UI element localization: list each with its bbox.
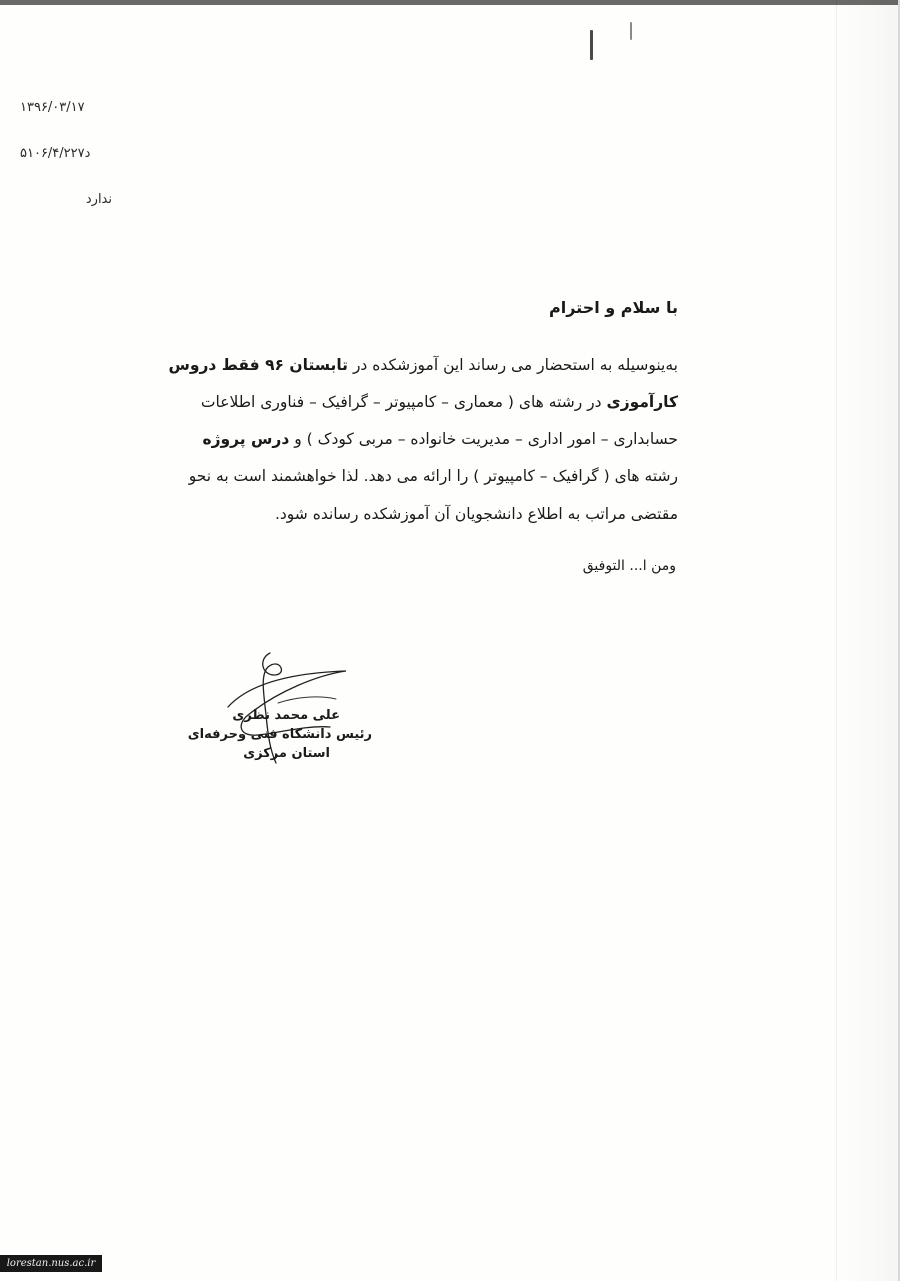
- signatory-title: رئیس دانشکاه فنی وحرفه‌ای: [187, 727, 372, 742]
- letter-date: ۱۳۹۶/۰۳/۱۷: [20, 100, 85, 115]
- signatory-name: علی محمد نظری: [232, 708, 340, 723]
- body-line-3-text: حسابداری – امور اداری – مدیریت خانواده – مربی کودک ) و: [289, 430, 678, 448]
- body-line-2: [201, 393, 678, 411]
- body-line-1-text: به‌ینوسیله به استحضار می رساند این آموزشکده در: [348, 356, 678, 374]
- greeting: با سلام و احترام: [549, 298, 678, 317]
- letter-attachment: ندارد: [85, 192, 112, 207]
- scan-mark-left: [590, 30, 593, 60]
- letter-number: ۵۱۰۶/۴/۲۲۷د: [20, 146, 91, 161]
- scan-top-edge: [0, 0, 900, 5]
- body-line-3: [202, 430, 678, 448]
- closing-phrase: ومن ا... التوفیق: [582, 558, 676, 574]
- body-line-4: رشته های ( گرافیک – کامپیوتر ) را ارائه می دهد. لذا خواهشمند است به نحو: [188, 467, 678, 485]
- body-line-1-bold: تابستان ۹۶ فقط دروس: [168, 356, 349, 374]
- body-line-2-text: در رشته های ( معماری – کامپیوتر – گرافیک – فناوری اطلاعات: [200, 393, 607, 411]
- body-line-5: مقتضی مراتب به اطلاع دانشجویان آن آموزشکده رسانده شود.: [274, 505, 678, 523]
- site-watermark: lorestan.nus.ac.ir: [0, 1255, 102, 1272]
- body-line-3-bold: درس پروژه: [202, 430, 290, 448]
- signatory-region: استان مرکزی: [243, 746, 330, 761]
- scan-mark-right: [630, 22, 632, 40]
- paper-shadow: [838, 0, 900, 1281]
- paper-fold-line: [836, 0, 837, 1281]
- body-line-2-bold: کارآموزی: [606, 393, 678, 411]
- body-line-1: [168, 356, 678, 374]
